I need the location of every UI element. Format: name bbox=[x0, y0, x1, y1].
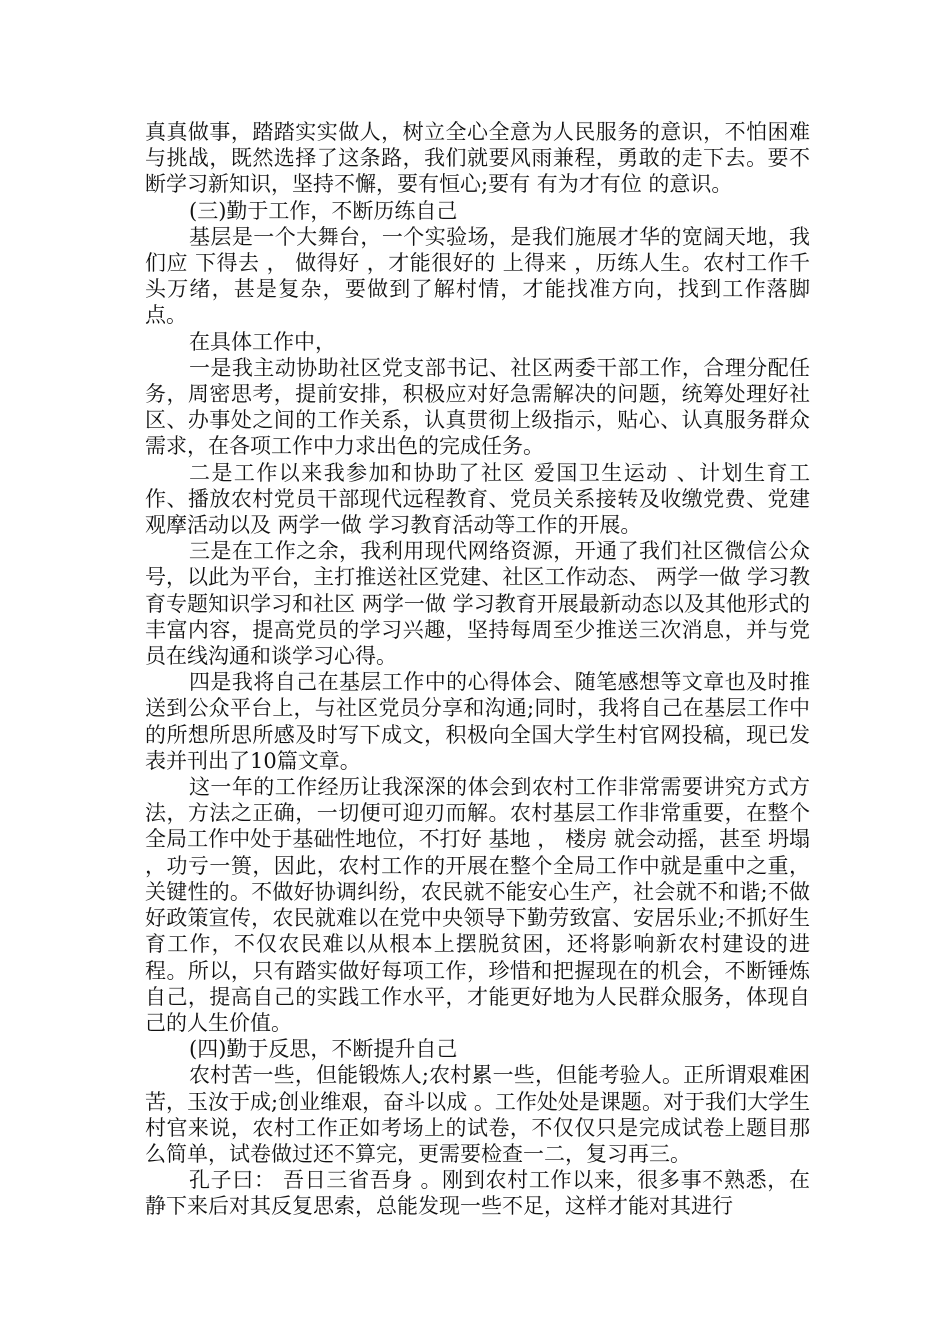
paragraph: 农村苦一些，但能锻炼人;农村累一些，但能考验人。正所谓艰难困苦，玉汝于成;创业维艰，奋斗以成 。工作处处是课题。对于我们大学生村官来说，农村工作正如考场上的试卷，不仅仅只是完成试卷上题目那么简单，试卷做过还不算完，更需要检查一二，复习再三。 bbox=[145, 1063, 810, 1166]
paragraph: 在具体工作中， bbox=[189, 329, 336, 354]
section-heading-four: (四)勤于反思，不断提升自己 bbox=[189, 1037, 458, 1062]
paragraph: 三是在工作之余，我利用现代网络资源，开通了我们社区微信公众号，以此为平台，主打推送社区党建、社区工作动态、 两学一做 学习教育专题知识学习和社区 两学一做 学习教育开展最新动态以及其他形式的丰富内容，提高党员的学习兴趣，坚持每周至少推送三次消息，并与党员在线沟通和谈学习心得。 bbox=[145, 539, 810, 669]
paragraph: 孔子曰： 吾日三省吾身 。刚到农村工作以来，很多事不熟悉，在静下来后对其反复思索，总能发现一些不足，这样才能对其进行 bbox=[145, 1168, 810, 1219]
paragraph-continuation: 真真做事，踏踏实实做人，树立全心全意为人民服务的意识，不怕困难与挑战，既然选择了这条路，我们就要风雨兼程，勇敢的走下去。要不断学习新知识，坚持不懈，要有恒心;要有 有为才有位 的意识。 bbox=[145, 120, 810, 197]
section-heading-three: (三)勤于工作，不断历练自己 bbox=[189, 198, 458, 223]
document-page bbox=[145, 119, 810, 1220]
paragraph: 基层是一个大舞台，一个实验场，是我们施展才华的宽阔天地，我们应 下得去 ， 做得好 ，才能很好的 上得来 ，历练人生。农村工作千头万绪，甚是复杂，要做到了解村情，才能找准方向，找到工作落脚点。 bbox=[145, 224, 810, 328]
paragraph: 一是我主动协助社区党支部书记、社区两委干部工作，合理分配任务，周密思考，提前安排，积极应对好急需解决的问题，统筹处理好社区、办事处之间的工作关系，认真贯彻上级指示，贴心、认真服务群众需求，在各项工作中力求出色的完成任务。 bbox=[145, 355, 810, 459]
paragraph: 二是工作以来我参加和协助了社区 爱国卫生运动 、计划生育工作、播放农村党员干部现代远程教育、党员关系接转及收缴党费、党建观摩活动以及 两学一做 学习教育活动等工作的开展。 bbox=[145, 460, 810, 538]
paragraph: 这一年的工作经历让我深深的体会到农村工作非常需要讲究方式方法，方法之正确，一切便可迎刃而解。农村基层工作非常重要，在整个全局工作中处于基础性地位，不打好 基地 ， 楼房 就会动摇，甚至 坍塌 ，功亏一篑，因此，农村工作的开展在整个全局工作中就是重中之重，关键性的。不做好协调纠纷，农民就不能安心生产，社会就不和谐;不做好政策宣传，农民就难以在党中央领导下勤劳致富、安居乐业;不抓好生育工作，不仅农民难以从根本上摆脱贫困，还将影响新农村建设的进程。所以，只有踏实做好每项工作，珍惜和把握现在的机会，不断锤炼自己，提高自己的实践工作水平，才能更好地为人民群众服务，体现自己的人生价值。 bbox=[145, 775, 810, 1035]
paragraph: 四是我将自己在基层工作中的心得体会、随笔感想等文章也及时推送到公众平台上，与社区党员分享和沟通;同时，我将自己在基层工作中的所想所思所感及时写下成文，积极向全国大学生村官网投稿，现已发表并刊出了10篇文章。 bbox=[145, 670, 810, 773]
